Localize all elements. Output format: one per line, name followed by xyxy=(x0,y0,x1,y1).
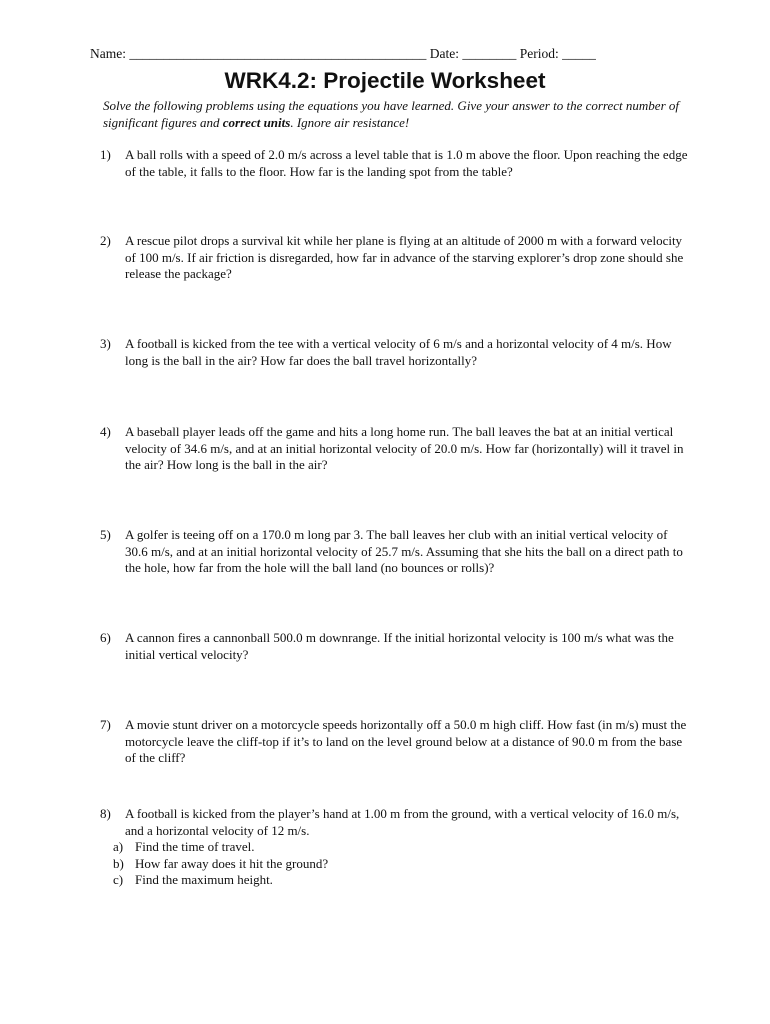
instructions xyxy=(103,97,703,131)
subpart-letter: a) xyxy=(113,839,124,854)
period-label: Period: xyxy=(519,46,559,61)
question-number: 6) xyxy=(100,630,111,645)
subpart-a xyxy=(113,839,703,856)
question-3 xyxy=(100,336,690,369)
subpart-letter: b) xyxy=(113,855,124,871)
question-8 xyxy=(100,806,690,889)
question-number: 8) xyxy=(100,806,111,821)
question-text: A golfer is teeing off on a 170.0 m long par 3. The ball leaves her club with an initial vertical velocity of 30.6 m/s, and at an initial horizontal velocity of 25.7 m/s. Assuming that she hits the ball on a direct path to the hole, how far from the hole will the ball land (no bounces or rolls)? xyxy=(125,527,683,575)
header-fields xyxy=(90,46,690,62)
question-text: A rescue pilot drops a survival kit while her plane is flying at an altitude of 2000 m with a forward velocity of 100 m/s. If air friction is disregarded, how far in advance of the starving explorer’s drop zone should she release the package? xyxy=(125,233,684,281)
question-text: A ball rolls with a speed of 2.0 m/s across a level table that is 1.0 m above the floor. Upon reaching the edge of the table, it falls to the floor. How far is the landing spot from the table? xyxy=(125,147,688,179)
question-2 xyxy=(100,233,690,283)
subpart-text: How far away does it hit the ground? xyxy=(135,855,329,871)
instructions-part1: Solve the following problems using the equations you have learned. Give your answer to the correct number of significant figures and xyxy=(103,98,679,130)
subpart-c xyxy=(113,872,703,889)
question-6 xyxy=(100,630,690,663)
date-label: Date: xyxy=(429,46,459,61)
question-7 xyxy=(100,717,690,767)
question-text: A football is kicked from the player’s hand at 1.00 m from the ground, with a vertical velocity of 16.0 m/s, and a horizontal velocity of 12 m/s. xyxy=(125,806,680,838)
question-number: 1) xyxy=(100,147,111,162)
question-4 xyxy=(100,424,690,474)
name-label: Name: xyxy=(90,46,126,61)
instructions-emphasis: correct units xyxy=(222,115,291,130)
question-1 xyxy=(100,147,690,180)
period-blank: _____ xyxy=(562,46,596,61)
name-blank: ____________________________________________ xyxy=(129,46,427,61)
question-number: 7) xyxy=(100,717,111,732)
instructions-part2: . Ignore air resistance! xyxy=(290,115,410,130)
date-blank: ________ xyxy=(462,46,517,61)
question-number: 2) xyxy=(100,233,111,248)
question-5 xyxy=(100,527,690,577)
question-number: 4) xyxy=(100,424,111,439)
question-text: A cannon fires a cannonball 500.0 m downrange. If the initial horizontal velocity is 100 m/s what was the initial vertical velocity? xyxy=(125,630,674,662)
question-text: A baseball player leads off the game and hits a long home run. The ball leaves the bat at an initial vertical velocity of 34.6 m/s, and at an initial horizontal velocity of 20.0 m/s. How far (horizontally) will it travel in the air? How long is the ball in the air? xyxy=(125,424,684,472)
question-text: A movie stunt driver on a motorcycle speeds horizontally off a 50.0 m high cliff. How fast (in m/s) must the motorcycle leave the cliff-top if it’s to land on the level ground below at a distance of 90.0 m from the base of the cliff? xyxy=(125,717,687,765)
question-number: 3) xyxy=(100,336,111,351)
question-number: 5) xyxy=(100,527,111,542)
page-title: WRK4.2: Projectile Worksheet xyxy=(224,68,546,93)
subpart-text: Find the time of travel. xyxy=(135,839,255,854)
question-text: A football is kicked from the tee with a vertical velocity of 6 m/s and a horizontal velocity of 4 m/s. How long is the ball in the air? How far does the ball travel horizontally? xyxy=(125,336,672,368)
subpart-letter: c) xyxy=(113,872,124,887)
subpart-b xyxy=(113,856,703,873)
subpart-text: Find the maximum height. xyxy=(135,872,273,887)
